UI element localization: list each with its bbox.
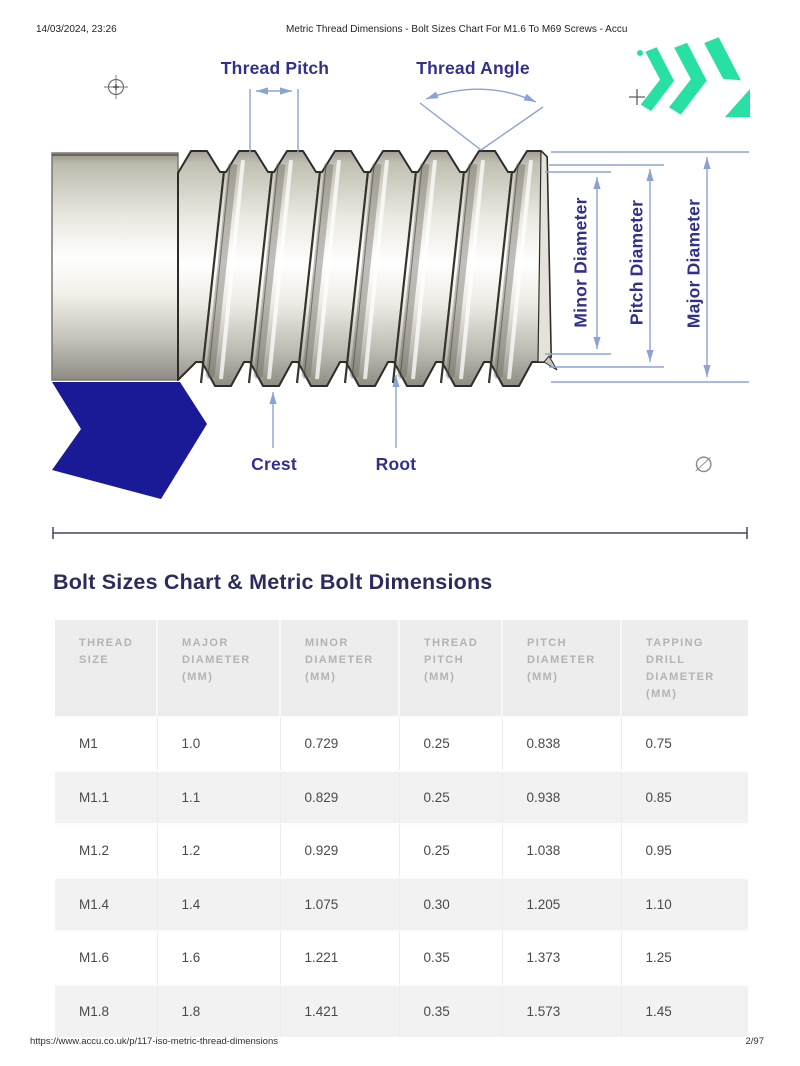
print-title: Metric Thread Dimensions - Bolt Sizes Chart For M1.6 To M69 Screws - Accu	[286, 24, 628, 35]
table-cell: M1.2	[55, 824, 157, 878]
table-cell: 1.6	[157, 931, 280, 985]
table-cell: 1.0	[157, 717, 280, 771]
navy-chevron-watermark	[52, 382, 207, 499]
print-footer-url: https://www.accu.co.uk/p/117-iso-metric-thread-dimensions	[30, 1036, 278, 1047]
table-cell: 0.729	[280, 717, 399, 771]
table-cell: 0.35	[399, 931, 502, 985]
col-header-thread-size: THREAD SIZE	[55, 620, 157, 717]
col-header-pitch-diameter: PITCH DIAMETER (MM)	[502, 620, 621, 717]
table-cell: 0.30	[399, 878, 502, 932]
table-cell: 0.838	[502, 717, 621, 771]
table-row	[55, 717, 748, 771]
table-cell: 1.573	[502, 985, 621, 1038]
table-cell: 1.075	[280, 878, 399, 932]
table-row	[55, 824, 748, 878]
print-page-number: 2/97	[745, 1036, 764, 1047]
crest-label: Crest	[251, 454, 297, 474]
table-cell: 1.205	[502, 878, 621, 932]
table-cell: 0.85	[621, 771, 748, 825]
table-cell: 0.25	[399, 824, 502, 878]
table-row	[55, 771, 748, 825]
diameter-symbol-icon: ∅	[692, 450, 715, 479]
table-cell: 1.221	[280, 931, 399, 985]
table-cell: 1.10	[621, 878, 748, 932]
table-cell: M1.6	[55, 931, 157, 985]
table-cell: M1	[55, 717, 157, 771]
table-cell: 0.35	[399, 985, 502, 1038]
length-dimension-line	[53, 527, 747, 539]
table-cell: 0.75	[621, 717, 748, 771]
section-heading: Bolt Sizes Chart & Metric Bolt Dimensions	[53, 570, 493, 594]
table-cell: M1.4	[55, 878, 157, 932]
col-header-tapping-drill-diameter: TAPPING DRILL DIAMETER (MM)	[621, 620, 748, 717]
crosshair-target-icon	[104, 75, 128, 99]
minor-diameter-label: Minor Diameter	[570, 197, 591, 328]
accu-chevrons-logo	[637, 36, 750, 117]
table-cell: M1.1	[55, 771, 157, 825]
col-header-major-diameter: MAJOR DIAMETER (MM)	[157, 620, 280, 717]
table-cell: 1.45	[621, 985, 748, 1038]
thread-pitch-label: Thread Pitch	[220, 58, 330, 78]
table-cell: 1.4	[157, 878, 280, 932]
table-row	[55, 985, 748, 1038]
table-row	[55, 878, 748, 932]
table-cell: 1.038	[502, 824, 621, 878]
table-cell: 0.25	[399, 771, 502, 825]
bolt-illustration	[52, 151, 557, 386]
thread-angle-label: Thread Angle	[416, 58, 530, 78]
table-cell: 0.25	[399, 717, 502, 771]
bolt-sizes-table	[55, 620, 748, 1037]
table-cell: 1.2	[157, 824, 280, 878]
pitch-diameter-label: Pitch Diameter	[626, 199, 647, 326]
table-cell: 1.8	[157, 985, 280, 1038]
table-cell: 0.929	[280, 824, 399, 878]
table-cell: 0.829	[280, 771, 399, 825]
table-header	[55, 620, 748, 717]
table-cell: 1.373	[502, 931, 621, 985]
table-cell: 1.25	[621, 931, 748, 985]
major-diameter-label: Major Diameter	[683, 198, 704, 329]
root-label: Root	[375, 454, 417, 474]
table-cell: 1.1	[157, 771, 280, 825]
col-header-thread-pitch: THREAD PITCH (MM)	[399, 620, 502, 717]
col-header-minor-diameter: MINOR DIAMETER (MM)	[280, 620, 399, 717]
table-cell: 0.95	[621, 824, 748, 878]
print-datetime: 14/03/2024, 23:26	[36, 24, 117, 35]
table-cell: 1.421	[280, 985, 399, 1038]
table-row	[55, 931, 748, 985]
table-cell: 0.938	[502, 771, 621, 825]
table-cell: M1.8	[55, 985, 157, 1038]
table-body	[55, 717, 748, 1037]
